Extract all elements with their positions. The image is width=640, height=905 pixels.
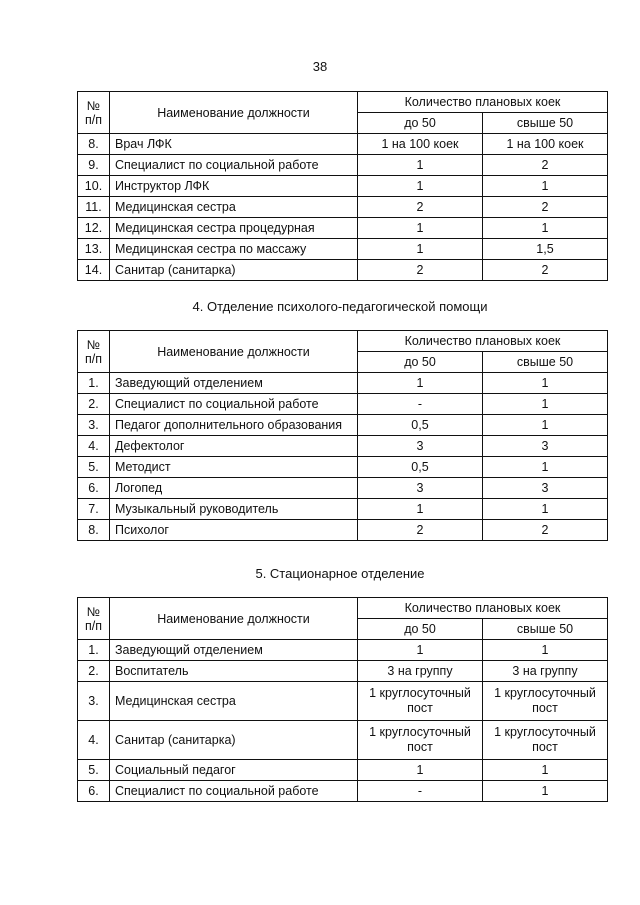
row-val-a: 1 круглосуточный пост: [358, 721, 483, 760]
table-row: [78, 760, 608, 781]
row-val-a: 2: [358, 260, 483, 281]
table-row: [78, 781, 608, 802]
row-num: 3.: [78, 682, 110, 721]
row-val-a: 1: [358, 155, 483, 176]
row-name: Специалист по социальной работе: [110, 781, 358, 802]
row-name: Музыкальный руководитель: [110, 499, 358, 520]
row-num: 4.: [78, 721, 110, 760]
header-group: Количество плановых коек: [358, 331, 608, 352]
staff-table-3: [77, 597, 608, 802]
row-name: Дефектолог: [110, 436, 358, 457]
row-val-a: 2: [358, 197, 483, 218]
header-col-b: свыше 50: [483, 619, 608, 640]
row-num: 6.: [78, 478, 110, 499]
row-val-b: 3: [483, 436, 608, 457]
row-num: 13.: [78, 239, 110, 260]
row-name: Санитар (санитарка): [110, 721, 358, 760]
row-num: 11.: [78, 197, 110, 218]
row-num: 3.: [78, 415, 110, 436]
row-val-b: 1: [483, 176, 608, 197]
row-name: Инструктор ЛФК: [110, 176, 358, 197]
row-val-b: 1 на 100 коек: [483, 134, 608, 155]
row-name: Заведующий отделением: [110, 373, 358, 394]
row-val-b: 1: [483, 499, 608, 520]
row-val-a: 1: [358, 499, 483, 520]
row-val-b: 1: [483, 457, 608, 478]
row-val-a: 0,5: [358, 457, 483, 478]
row-num: 12.: [78, 218, 110, 239]
staff-table-2: [77, 330, 608, 541]
row-name: Методист: [110, 457, 358, 478]
header-num: № п/п: [78, 331, 110, 373]
header-col-a: до 50: [358, 619, 483, 640]
header-num: № п/п: [78, 598, 110, 640]
row-val-a: 1 круглосуточный пост: [358, 682, 483, 721]
table-row: [78, 436, 608, 457]
table-row: [78, 520, 608, 541]
row-val-a: 1: [358, 239, 483, 260]
header-group: Количество плановых коек: [358, 598, 608, 619]
table-row: [78, 218, 608, 239]
row-name: Медицинская сестра: [110, 197, 358, 218]
row-val-a: 1: [358, 373, 483, 394]
row-val-b: 2: [483, 520, 608, 541]
row-val-b: 1: [483, 781, 608, 802]
row-name: Санитар (санитарка): [110, 260, 358, 281]
row-num: 8.: [78, 134, 110, 155]
row-num: 5.: [78, 760, 110, 781]
row-num: 9.: [78, 155, 110, 176]
row-val-b: 1: [483, 640, 608, 661]
table-row: [78, 155, 608, 176]
header-name: Наименование должности: [110, 92, 358, 134]
table-row: [78, 197, 608, 218]
row-val-b: 2: [483, 197, 608, 218]
row-num: 8.: [78, 520, 110, 541]
table-row: [78, 721, 608, 760]
row-name: Заведующий отделением: [110, 640, 358, 661]
row-val-a: -: [358, 781, 483, 802]
row-val-a: 2: [358, 520, 483, 541]
row-val-a: 3: [358, 436, 483, 457]
row-num: 2.: [78, 394, 110, 415]
row-name: Психолог: [110, 520, 358, 541]
row-name: Социальный педагог: [110, 760, 358, 781]
row-num: 5.: [78, 457, 110, 478]
row-val-a: -: [358, 394, 483, 415]
table-row: [78, 373, 608, 394]
row-num: 7.: [78, 499, 110, 520]
header-col-a: до 50: [358, 113, 483, 134]
table-row: [78, 640, 608, 661]
row-val-b: 1: [483, 218, 608, 239]
row-name: Специалист по социальной работе: [110, 394, 358, 415]
row-val-a: 1: [358, 176, 483, 197]
row-val-a: 1: [358, 760, 483, 781]
row-name: Воспитатель: [110, 661, 358, 682]
table-row: [78, 176, 608, 197]
table-row: [78, 134, 608, 155]
table-row: [78, 682, 608, 721]
row-name: Врач ЛФК: [110, 134, 358, 155]
table-row: [78, 478, 608, 499]
staff-table-1: [77, 91, 608, 281]
row-num: 1.: [78, 373, 110, 394]
row-num: 1.: [78, 640, 110, 661]
header-col-b: свыше 50: [483, 352, 608, 373]
row-val-b: 1 круглосуточный пост: [483, 721, 608, 760]
row-val-b: 1: [483, 760, 608, 781]
row-name: Логопед: [110, 478, 358, 499]
row-name: Медицинская сестра процедурная: [110, 218, 358, 239]
table-row: [78, 499, 608, 520]
row-name: Медицинская сестра: [110, 682, 358, 721]
table-row: [78, 457, 608, 478]
row-val-a: 1: [358, 640, 483, 661]
row-val-a: 0,5: [358, 415, 483, 436]
row-val-a: 1 на 100 коек: [358, 134, 483, 155]
row-num: 10.: [78, 176, 110, 197]
header-group: Количество плановых коек: [358, 92, 608, 113]
row-val-b: 3: [483, 478, 608, 499]
row-num: 6.: [78, 781, 110, 802]
table-row: [78, 239, 608, 260]
row-val-b: 1: [483, 394, 608, 415]
page-number: 38: [312, 59, 328, 74]
row-val-b: 3 на группу: [483, 661, 608, 682]
section-title-inpatient: 5. Стационарное отделение: [255, 566, 425, 581]
table-row: [78, 415, 608, 436]
header-num: № п/п: [78, 92, 110, 134]
row-val-b: 1: [483, 415, 608, 436]
row-val-b: 2: [483, 155, 608, 176]
row-name: Специалист по социальной работе: [110, 155, 358, 176]
row-num: 4.: [78, 436, 110, 457]
row-val-b: 1,5: [483, 239, 608, 260]
row-val-a: 3: [358, 478, 483, 499]
row-val-b: 1: [483, 373, 608, 394]
row-val-b: 1 круглосуточный пост: [483, 682, 608, 721]
row-val-a: 3 на группу: [358, 661, 483, 682]
table-row: [78, 260, 608, 281]
table-row: [78, 394, 608, 415]
section-title-psych: 4. Отделение психолого-педагогической помощи: [192, 299, 488, 314]
table-row: [78, 661, 608, 682]
row-val-b: 2: [483, 260, 608, 281]
row-name: Медицинская сестра по массажу: [110, 239, 358, 260]
row-val-a: 1: [358, 218, 483, 239]
row-num: 14.: [78, 260, 110, 281]
row-num: 2.: [78, 661, 110, 682]
header-name: Наименование должности: [110, 331, 358, 373]
header-name: Наименование должности: [110, 598, 358, 640]
header-col-a: до 50: [358, 352, 483, 373]
header-col-b: свыше 50: [483, 113, 608, 134]
row-name: Педагог дополнительного образования: [110, 415, 358, 436]
